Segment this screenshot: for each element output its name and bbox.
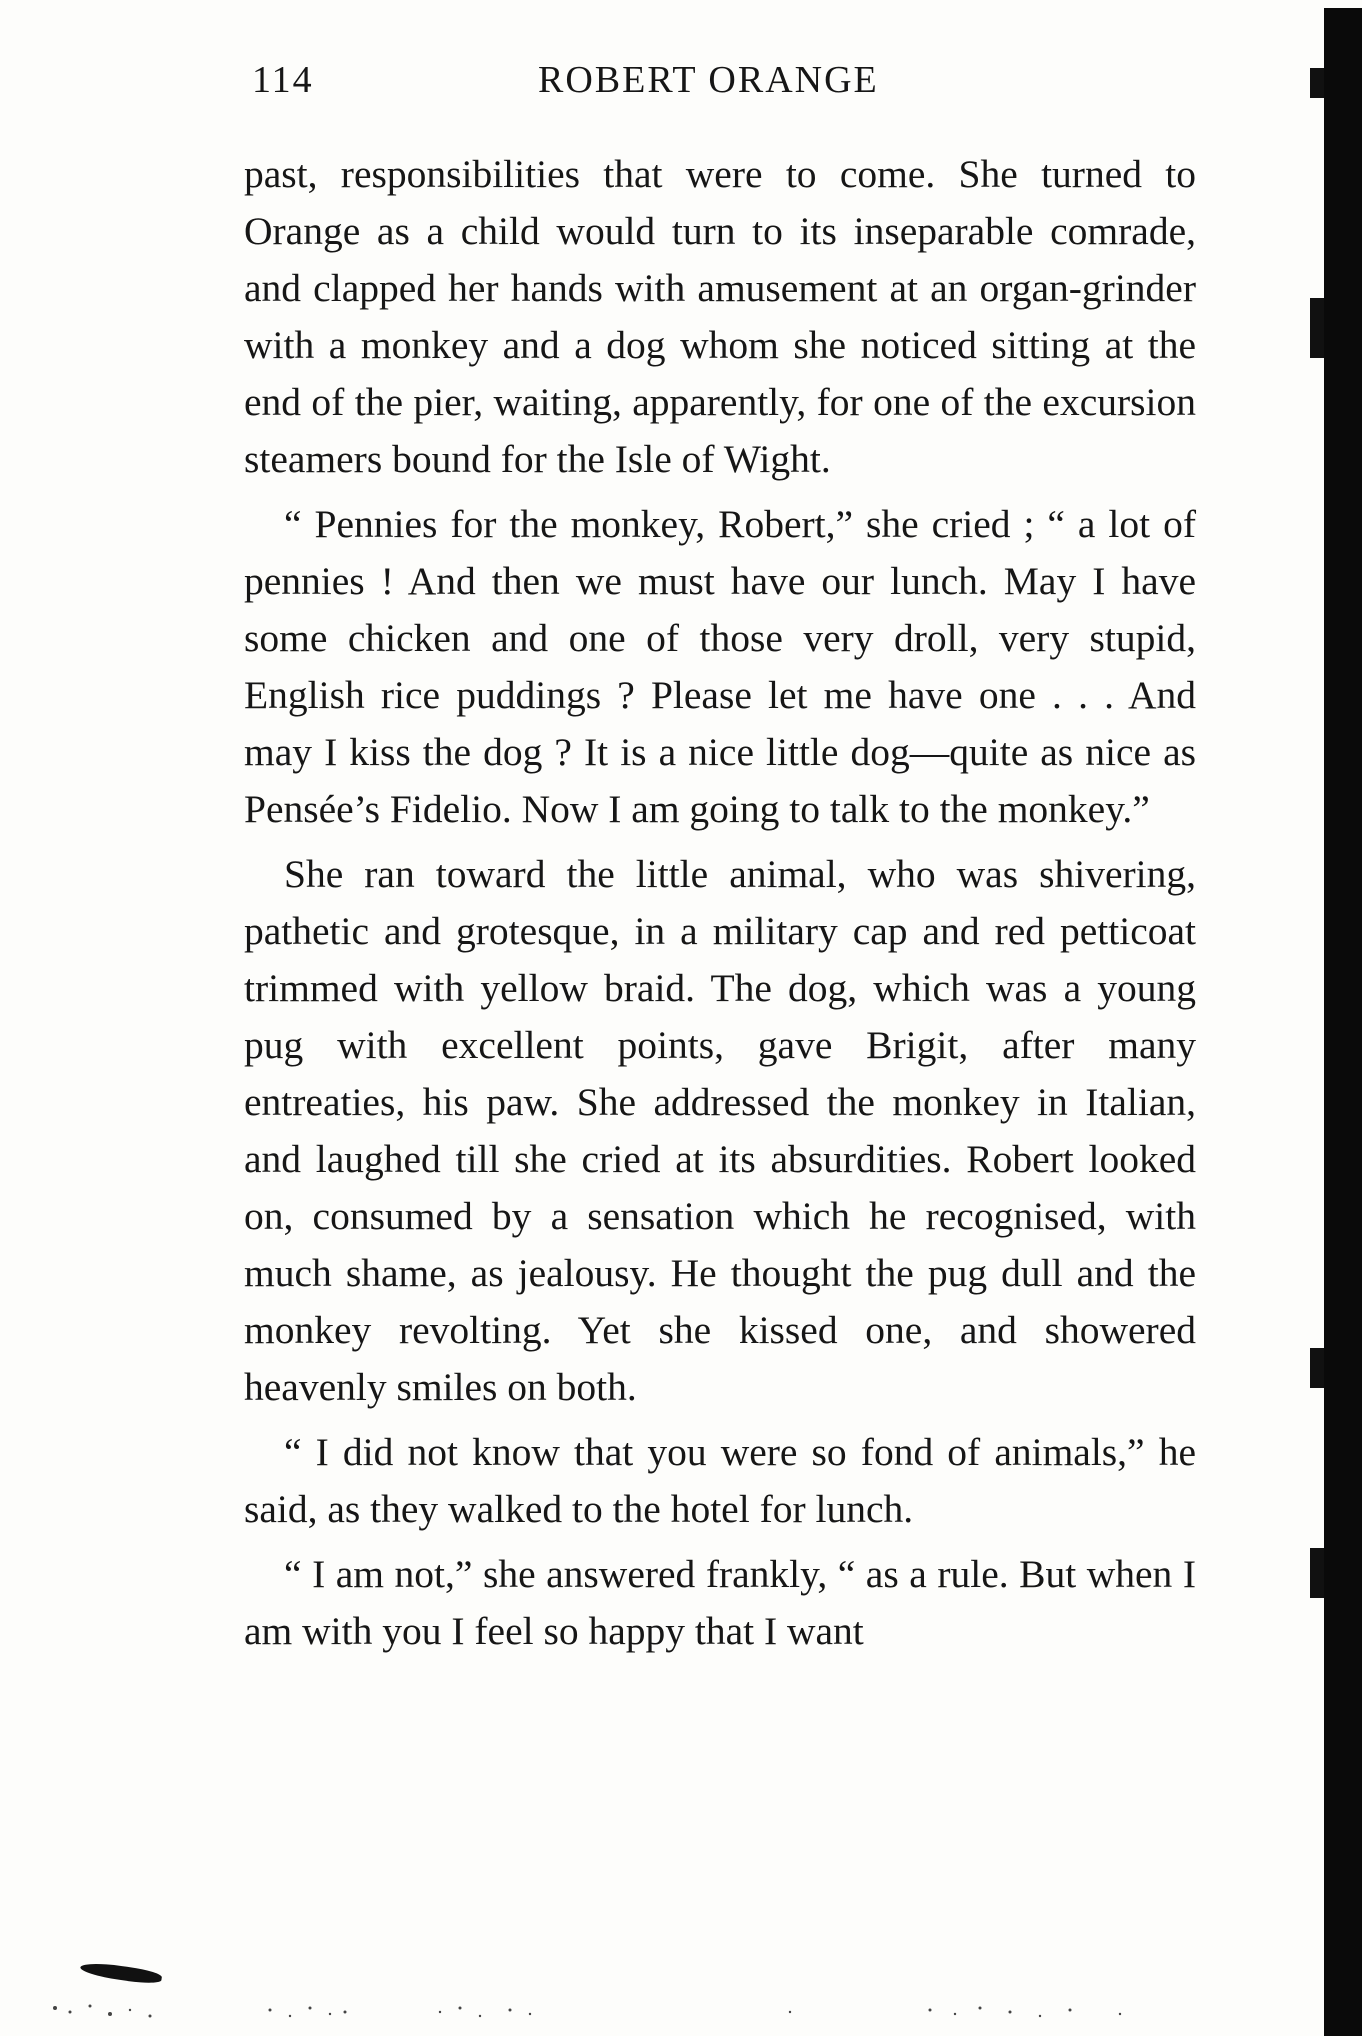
paragraph: “ I did not know that you were so fond of animals,” he said, as they walked to the hotel for lunch. — [244, 1430, 1196, 1531]
body-text — [244, 146, 1196, 1660]
ink-smudge — [79, 1960, 162, 1985]
paragraph: past, responsibilities that were to come. She turned to Orange as a child would turn to its inseparable comrade, and clapped her hands with amusement at an organ-grinder with a monkey and a dog whom she noticed sitting at the end of the pier, waiting, apparently, for one of the excursion steamers bound for the Isle of Wight. — [244, 152, 1196, 481]
scan-noise — [0, 1990, 1300, 2030]
scanned-page-edge — [1324, 8, 1362, 2036]
page-number: 114 — [252, 59, 314, 101]
page-header — [252, 58, 1190, 110]
running-title: ROBERT ORANGE — [538, 59, 879, 101]
paragraph: “ Pennies for the monkey, Robert,” she cried ; “ a lot of pennies ! And then we must have our lunch. May I have some chicken and one of those very droll, very stupid, English rice puddings ? Please let me have one . . . And may I kiss the dog ? It is a nice little dog—quite as nice as Pensée’s Fidelio. Now I am going to talk to the monkey.” — [244, 502, 1196, 831]
paragraph: She ran toward the little animal, who was shivering, pathetic and grotesque, in a military cap and red petticoat trimmed with yellow braid. The dog, which was a young pug with excellent points, gave Brigit, after many entreaties, his paw. She addressed the monkey in Italian, and laughed till she cried at its absurdities. Robert looked on, consumed by a sensation which he recognised, with much shame, as jealousy. He thought the pug dull and the monkey revolting. Yet she kissed one, and showered heavenly smiles on both. — [244, 852, 1196, 1409]
paragraph: “ I am not,” she answered frankly, “ as a rule. But when I am with you I feel so happy that I want — [244, 1552, 1196, 1653]
